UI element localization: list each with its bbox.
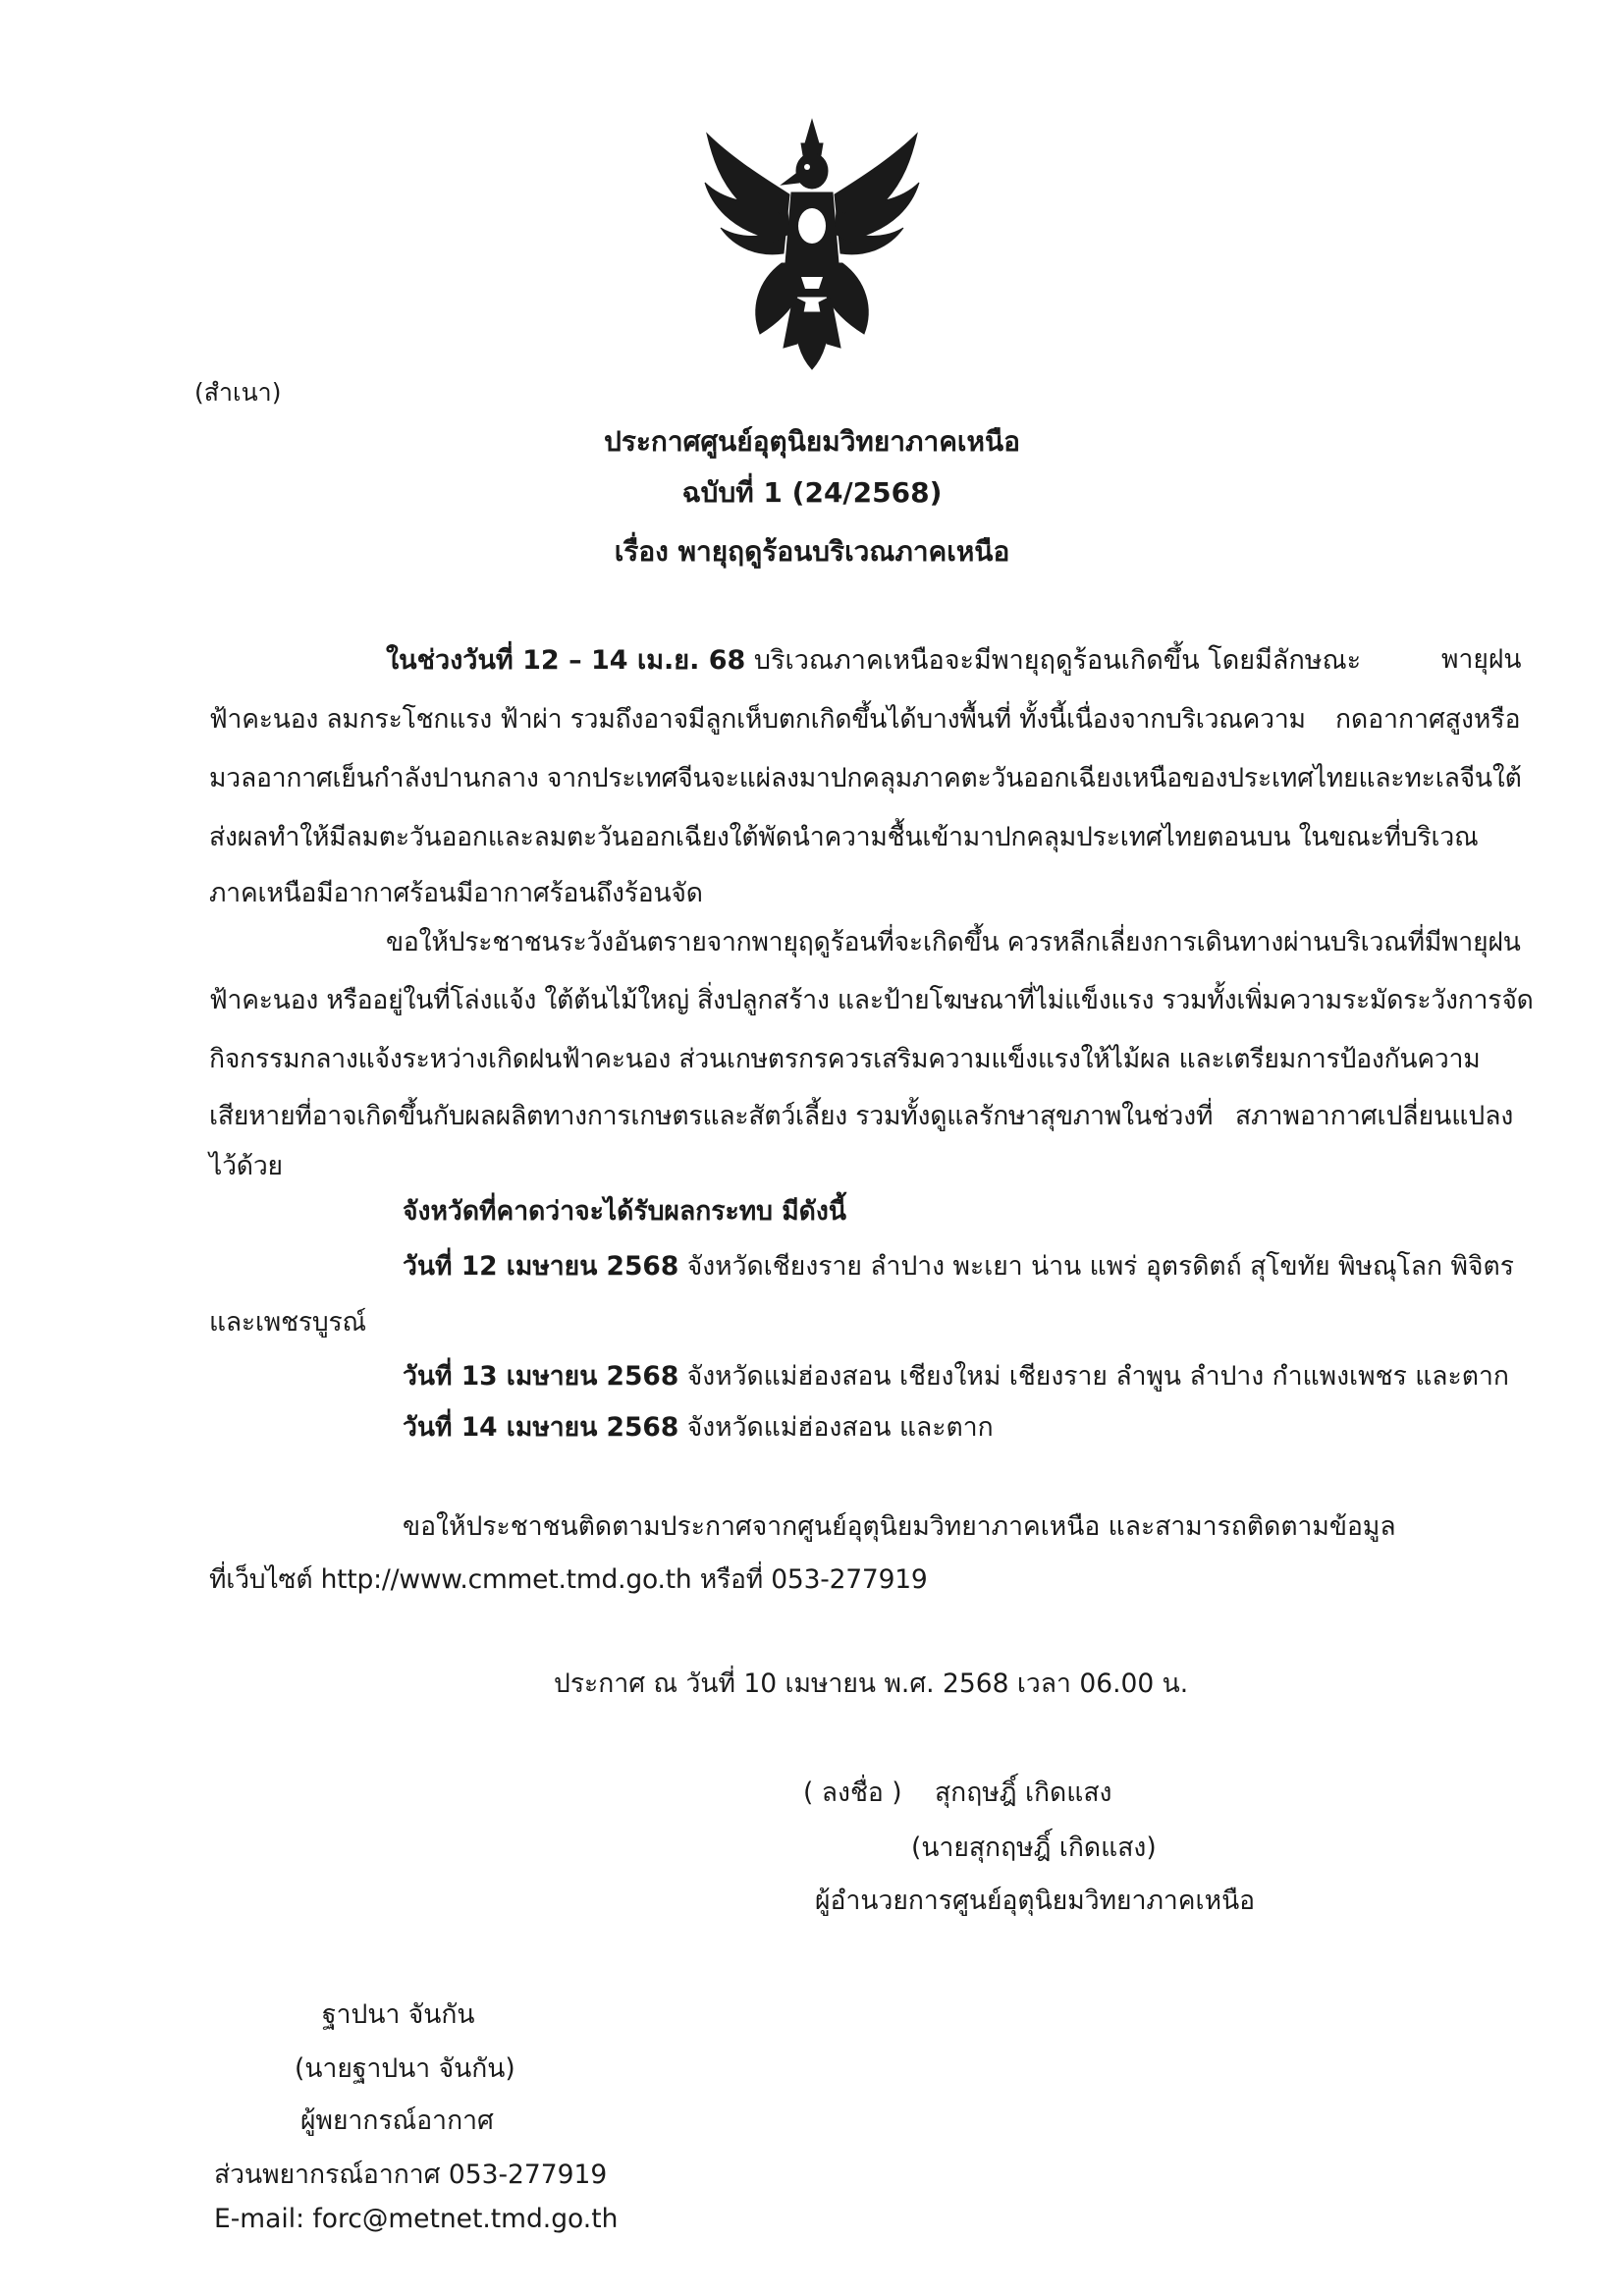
para1-line1-text: บริเวณภาคเหนือจะมีพายุฤดูร้อนเกิดขึ้น โดยมีลักษณะ (745, 645, 1362, 676)
announcement-number: ฉบับที่ 1 (24/2568) (681, 476, 943, 509)
para1-line4: ส่งผลทำให้มีลมตะวันออกและลมตะวันออกเฉียงใต้พัดนำความชื้นเข้ามาปกคลุมประเทศไทยตอนบน ในขณะที่บริเวณ (209, 822, 1479, 852)
para1-line3: มวลอากาศเย็นกำลังปานกลาง จากประเทศจีนจะแผ่ลงมาปกคลุมภาคตะวันออกเฉียงเหนือของประเทศไทยและทะเลจีนใต้ (209, 763, 1522, 793)
forecaster-position: ผู้พยากรณ์อากาศ (300, 2105, 494, 2136)
province-day-3-date: วันที่ 14 เมษายน 2568 (403, 1412, 679, 1443)
signer-full-name: (นายสุกฤษฎิ์ เกิดแสง) (911, 1832, 1157, 1863)
copy-mark: (สำเนา) (194, 378, 282, 407)
province-day-1-list: จังหวัดเชียงราย ลำปาง พะเยา น่าน แพร่ อุตรดิตถ์ สุโขทัย พิษณุโลก พิจิตร (678, 1251, 1514, 1282)
province-day-2-list: จังหวัดแม่ฮ่องสอน เชียงใหม่ เชียงราย ลำพูน ลำปาง กำแพงเพชร และตาก (678, 1361, 1509, 1392)
announcement-subject: เรื่อง พายุฤดูร้อนบริเวณภาคเหนือ (614, 535, 1010, 568)
province-day-1-cont: และเพชรบูรณ์ (209, 1307, 366, 1338)
forecaster-dept: ส่วนพยากรณ์อากาศ 053-277919 (214, 2159, 608, 2190)
para1-lead: ในช่วงวันที่ 12 – 14 เม.ย. 68 (386, 645, 746, 676)
para2-line4-end: สภาพอากาศเปลี่ยนแปลง (1235, 1101, 1514, 1131)
para1-line5: ภาคเหนือมีอากาศร้อนมีอากาศร้อนถึงร้อนจัด (209, 878, 703, 908)
province-day-2-date: วันที่ 13 เมษายน 2568 (403, 1361, 679, 1392)
para1-line1-end: พายุฝน (1441, 644, 1522, 675)
para2-line5: ไว้ด้วย (209, 1151, 283, 1181)
follow-line1: ขอให้ประชาชนติดตามประกาศจากศูนย์อุตุนิยมวิทยาภาคเหนือ และสามารถติดตามข้อมูล (403, 1511, 1396, 1542)
announcement-title: ประกาศศูนย์อุตุนิยมวิทยาภาคเหนือ (604, 425, 1020, 458)
provinces-heading: จังหวัดที่คาดว่าจะได้รับผลกระทบ มีดังนี้ (403, 1196, 846, 1227)
announce-date: ประกาศ ณ วันที่ 10 เมษายน พ.ศ. 2568 เวลา 06.00 น. (554, 1668, 1189, 1699)
province-day-3-list: จังหวัดแม่ฮ่องสอน และตาก (678, 1412, 994, 1443)
para2-line2: ฟ้าคะนอง หรืออยู่ในที่โล่งแจ้ง ใต้ต้นไม้ใหญ่ สิ่งปลูกสร้าง และป้ายโฆษณาที่ไม่แข็งแรง รวมทั้งเพิ่มความระมัดระวังการจัด (209, 985, 1534, 1015)
para2-line3: กิจกรรมกลางแจ้งระหว่างเกิดฝนฟ้าคะนอง ส่วนเกษตรกรควรเสริมความแข็งแรงให้ไม้ผล และเตรียมการป้องกันความ (209, 1044, 1481, 1074)
forecaster-name: ฐาปนา จันกัน (322, 1999, 475, 2030)
province-day-1 (403, 1245, 1514, 1286)
garuda-emblem-icon (699, 116, 925, 373)
forecaster-email: E-mail: forc@metnet.tmd.go.th (214, 2204, 619, 2234)
province-day-2 (403, 1355, 1509, 1396)
para2-line1: ขอให้ประชาชนระวังอันตรายจากพายุฤดูร้อนที่จะเกิดขึ้น ควรหลีกเลี่ยงการเดินทางผ่านบริเวณที่มีพายุฝน (386, 927, 1521, 957)
para1-line2-end: กดอากาศสูงหรือ (1335, 704, 1521, 735)
sign-label: ( ลงชื่อ ) (803, 1777, 902, 1808)
signer-name: สุกฤษฎิ์ เกิดแสง (935, 1777, 1112, 1808)
follow-line2: ที่เว็บไซต์ http://www.cmmet.tmd.go.th หรือที่ 053-277919 (209, 1564, 928, 1595)
para2-line4: เสียหายที่อาจเกิดขึ้นกับผลผลิตทางการเกษตรและสัตว์เลี้ยง รวมทั้งดูแลรักษาสุขภาพในช่วงที่ (209, 1101, 1214, 1131)
forecaster-full-name: (นายฐาปนา จันกัน) (295, 2053, 515, 2084)
province-day-1-date: วันที่ 12 เมษายน 2568 (403, 1251, 679, 1282)
signer-position: ผู้อำนวยการศูนย์อุตุนิยมวิทยาภาคเหนือ (815, 1886, 1256, 1916)
para1-line1 (386, 638, 1361, 681)
para1-line2: ฟ้าคะนอง ลมกระโชกแรง ฟ้าผ่า รวมถึงอาจมีลูกเห็บตกเกิดขึ้นได้บางพื้นที่ ทั้งนี้เนื่องจากบริเวณความ (209, 704, 1306, 735)
province-day-3 (403, 1406, 994, 1448)
